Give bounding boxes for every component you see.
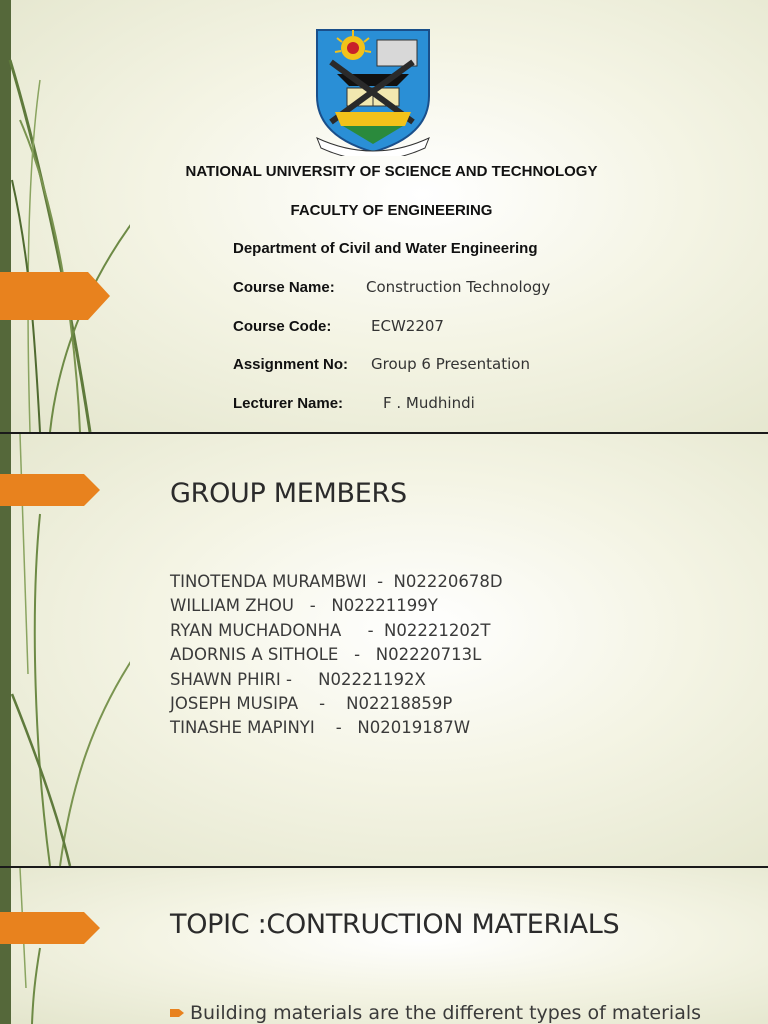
arrow-bullet-icon — [170, 1008, 184, 1018]
bullet-text: Building materials are the different types of materials — [190, 1002, 702, 1024]
course-code-value: ECW2207 — [371, 317, 444, 335]
list-item: TINOTENDA MURAMBWI - N02220678D — [170, 572, 503, 591]
faculty-name: FACULTY OF ENGINEERING — [290, 202, 493, 219]
list-item: JOSEPH MUSIPA - N02218859P — [170, 694, 453, 714]
assignment-label: Assignment No: — [233, 356, 349, 373]
list-item: RYAN MUCHADONHA - N02221202T — [170, 620, 491, 640]
orange-arrow-tab — [0, 474, 100, 506]
university-name: NATIONAL UNIVERSITY OF SCIENCE AND TECHNOLOGY — [185, 163, 598, 180]
slide-title: GROUP MEMBERS — [170, 478, 407, 509]
list-item: TINASHE MAPINYI - N02019187W — [170, 718, 471, 738]
lecturer-label: Lecturer Name: — [233, 395, 344, 412]
lecturer-value: F . Mudhindi — [383, 394, 475, 412]
title-slide — [0, 0, 768, 432]
university-logo — [313, 26, 433, 156]
slide-title: TOPIC :CONTRUCTION MATERIALS — [170, 909, 620, 940]
member-list — [170, 570, 503, 741]
topic-slide — [0, 868, 768, 1024]
list-item: SHAWN PHIRI - N02221192X — [170, 669, 426, 689]
orange-arrow-tab — [0, 912, 100, 944]
department-name: Department of Civil and Water Engineering — [233, 240, 538, 257]
course-code-label: Course Code: — [233, 318, 332, 335]
list-item: ADORNIS A SITHOLE - N02220713L — [170, 645, 482, 665]
list-item: WILLIAM ZHOU - N02221199Y — [170, 596, 438, 616]
assignment-row — [233, 355, 530, 373]
grass-decoration — [0, 868, 130, 1024]
bullet-item — [170, 1002, 701, 1024]
course-name-label: Course Name: — [233, 279, 335, 296]
group-members-slide — [0, 434, 768, 866]
orange-arrow-tab — [0, 272, 110, 320]
course-code-row — [233, 317, 444, 335]
course-name-value: Construction Technology — [366, 278, 551, 296]
course-name-row — [233, 278, 550, 296]
assignment-value: Group 6 Presentation — [371, 355, 530, 373]
lecturer-row — [233, 394, 475, 412]
